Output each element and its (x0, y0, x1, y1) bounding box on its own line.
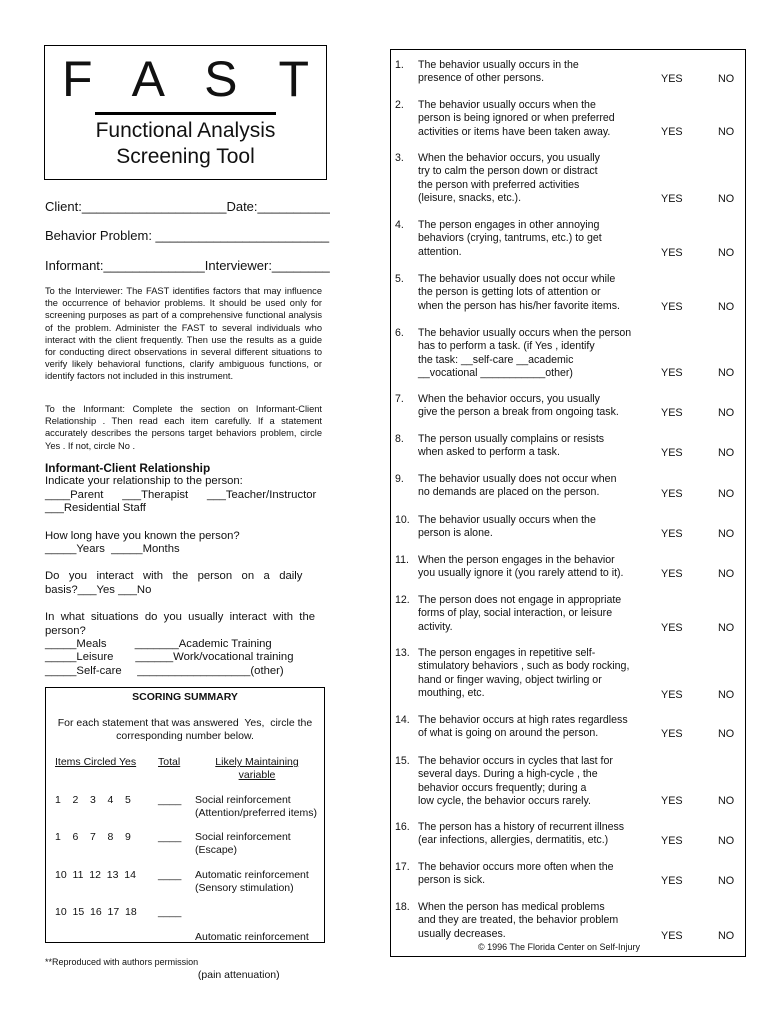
variable-line: (pain attenuation) (195, 968, 280, 981)
answer-no[interactable]: NO (718, 193, 735, 205)
question-number: 17. (395, 861, 410, 873)
relationship-question: Indicate your relationship to the person: (45, 475, 243, 488)
situation-option[interactable]: _____Self-care __________________(other) (45, 664, 284, 677)
question-text: The behavior occurs more often when the person is sick. (418, 861, 614, 887)
question-text: The behavior usually does not occur when no demands are placed on the person. (418, 473, 617, 499)
variable-line: Automatic reinforcement (195, 931, 309, 944)
question-number: 7. (395, 393, 404, 405)
questionnaire-box (390, 49, 746, 957)
scoring-title: SCORING SUMMARY (132, 691, 238, 703)
relationship-options[interactable]: ___Residential Staff (45, 502, 146, 515)
question-text: The behavior usually occurs when the person is alone. (418, 514, 596, 540)
answer-yes[interactable]: YES (661, 528, 683, 540)
copyright: © 1996 The Florida Center on Self-Injury (478, 942, 641, 952)
question-number: 13. (395, 647, 410, 659)
answer-no[interactable]: NO (718, 835, 735, 847)
answer-yes[interactable]: YES (661, 795, 683, 807)
client-date-field[interactable]: Client:____________________Date:__________ (45, 199, 330, 214)
behavior-problem-field[interactable]: Behavior Problem: ________________________ (45, 228, 330, 243)
form-subtitle (45, 118, 326, 170)
variable-line: (Attention/preferred items) (195, 806, 317, 819)
question-number: 1. (395, 59, 404, 71)
answer-no[interactable]: NO (718, 407, 735, 419)
scoring-instruction: For each statement that was answered Yes, circle the (57, 717, 313, 729)
score-total[interactable]: ____ (158, 794, 182, 806)
score-items: 10 15 16 17 18 (55, 906, 137, 918)
answer-no[interactable]: NO (718, 488, 735, 500)
question-text: The person does not engage in appropriate forms of play, social interaction, or leisure activity. (418, 594, 622, 633)
relationship-options[interactable]: ____Parent ___Therapist ___Teacher/Instructor (45, 488, 317, 501)
answer-yes[interactable]: YES (661, 367, 683, 379)
question-text: The behavior usually occurs when the person has to perform a task. (if Yes , identify the task: __self-care __academic __vocational ___________other) (418, 327, 632, 379)
question-number: 12. (395, 594, 410, 606)
answer-no[interactable]: NO (718, 528, 735, 540)
answer-yes[interactable]: YES (661, 622, 683, 634)
informant-interviewer-field[interactable]: Informant:______________Interviewer:________ (45, 258, 330, 273)
question-number: 2. (395, 99, 404, 111)
answer-no[interactable]: NO (718, 367, 735, 379)
form-title: F A S T (61, 51, 324, 107)
answer-no[interactable]: NO (718, 728, 735, 740)
question-number: 8. (395, 433, 404, 445)
question-number: 5. (395, 273, 404, 285)
answer-yes[interactable]: YES (661, 126, 683, 138)
answer-yes[interactable]: YES (661, 301, 683, 313)
score-total[interactable]: ____ (158, 831, 182, 843)
informant-instructions: To the Informant: Complete the section on Informant-Client Relationship . Then read each item carefully. If a statement accurately describes the persons target behaviors problem, circle Yes . If not, circle No . (45, 404, 322, 451)
score-items: 1 6 7 8 9 (55, 831, 131, 843)
answer-no[interactable]: NO (718, 247, 735, 259)
question-text: When the behavior occurs, you usually give the person a break from ongoing task. (418, 393, 619, 419)
question-text: The behavior usually occurs in the presence of other persons. (418, 59, 579, 85)
situation-option[interactable]: _____Leisure ______Work/vocational training (45, 651, 294, 664)
answer-no[interactable]: NO (718, 73, 735, 85)
col-items-header: Items Circled Yes (55, 756, 137, 768)
question-number: 11. (395, 554, 409, 566)
answer-yes[interactable]: YES (661, 407, 683, 419)
answer-no[interactable]: NO (718, 875, 735, 887)
situation-option[interactable]: _____Meals _______Academic Training (45, 638, 272, 651)
answer-yes[interactable]: YES (661, 488, 683, 500)
question-number: 15. (395, 755, 410, 767)
score-total[interactable]: ____ (158, 906, 182, 918)
relationship-heading: Informant-Client Relationship (45, 461, 211, 475)
answer-yes[interactable]: YES (661, 73, 683, 85)
question-number: 16. (395, 821, 410, 833)
score-total[interactable]: ____ (158, 869, 182, 881)
score-items: 1 2 3 4 5 (55, 794, 131, 806)
variable-line: (Sensory stimulation) (195, 881, 294, 894)
answer-no[interactable]: NO (718, 126, 735, 138)
answer-no[interactable]: NO (718, 689, 735, 701)
col-variable-header (202, 756, 312, 781)
score-variable (195, 831, 291, 856)
subtitle-line: Screening Tool (116, 145, 255, 168)
answer-yes[interactable]: YES (661, 568, 683, 580)
score-variable (195, 869, 309, 894)
score-variable (195, 906, 309, 1007)
variable-line: Social reinforcement (195, 831, 291, 843)
answer-no[interactable]: NO (718, 447, 735, 459)
variable-line: Automatic reinforcement (195, 869, 309, 881)
question-number: 10. (395, 514, 410, 526)
col-total-header: Total (158, 756, 181, 768)
question-number: 4. (395, 219, 404, 231)
variable-line: (Escape) (195, 843, 238, 856)
answer-yes[interactable]: YES (661, 728, 683, 740)
answer-yes[interactable]: YES (661, 835, 683, 847)
question-text: The behavior usually occurs when the person is being ignored or when preferred activities or items have been taken away. (418, 99, 615, 138)
score-items: 10 11 12 13 14 (55, 869, 136, 881)
answer-yes[interactable]: YES (661, 689, 683, 701)
question-text: The person has a history of recurrent illness (ear infections, allergies, dermatitis, etc.) (418, 821, 625, 847)
answer-yes[interactable]: YES (661, 447, 683, 459)
question-text: The behavior occurs at high rates regardless of what is going on around the person. (418, 714, 628, 740)
subtitle-line: Functional Analysis (95, 119, 276, 142)
answer-yes[interactable]: YES (661, 930, 683, 942)
answer-no[interactable]: NO (718, 568, 735, 580)
col-variable-line: Likely Maintaining (215, 756, 299, 768)
variable-line: Social reinforcement (195, 794, 291, 806)
answer-yes[interactable]: YES (661, 875, 683, 887)
question-number: 18. (395, 901, 410, 913)
answer-yes[interactable]: YES (661, 193, 683, 205)
title-box (44, 45, 327, 180)
question-text: The behavior occurs in cycles that last for several days. During a high-cycle , the behavior occurs frequently; during a low cycle, the behavior occurs rarely. (418, 755, 613, 807)
scoring-instruction: corresponding number below. (116, 730, 254, 742)
footnote: **Reproduced with authors permission (45, 957, 199, 967)
question-text: When the behavior occurs, you usually try to calm the person down or distract the person with preferred activities (leisure, snacks, etc.). (418, 152, 600, 204)
col-variable-line: variable (238, 768, 276, 781)
question-number: 9. (395, 473, 404, 485)
duration-question: How long have you known the person? (45, 529, 240, 542)
question-text: The person usually complains or resists when asked to perform a task. (418, 433, 605, 459)
title-underline (95, 112, 276, 115)
answer-yes[interactable]: YES (661, 247, 683, 259)
daily-interaction-options[interactable]: basis?___Yes ___No (45, 583, 152, 596)
answer-no[interactable]: NO (718, 301, 735, 313)
daily-interaction-question: Do you interact with the person on a daily (45, 570, 303, 583)
question-text: The behavior usually does not occur while the person is getting lots of attention or when the person has his/her favorite items. (418, 273, 620, 312)
interviewer-instructions: To the Interviewer: The FAST identifies factors that may influence the occurrence of behavior problems. It should be used only for screening purposes as part of a comprehensive functional analysis of the problem. Administer the FAST to several individuals who interact with the client frequently. Then use the results as a guide for conducting direct observations in several different situations to verify likely behavioral functions, clarify ambiguous functions, or identify factors not included in this instrument. (45, 286, 322, 382)
duration-field[interactable]: _____Years _____Months (45, 543, 180, 556)
question-text: The person engages in other annoying behaviors (crying, tantrums, etc.) to get attention. (418, 219, 602, 258)
score-variable (195, 794, 317, 819)
question-text: When the person has medical problems and they are treated, the behavior problem usually decreases. (418, 901, 619, 940)
question-number: 3. (395, 152, 404, 164)
relationship-section (45, 462, 325, 678)
answer-no[interactable]: NO (718, 930, 735, 942)
question-number: 14. (395, 714, 410, 726)
question-number: 6. (395, 327, 404, 339)
question-text: The person engages in repetitive self- stimulatory behaviors , such as body rocking, hand or finger waving, object twirling or mouthing, etc. (418, 647, 630, 699)
answer-no[interactable]: NO (718, 795, 735, 807)
answer-no[interactable]: NO (718, 622, 735, 634)
situations-question: person? (45, 624, 86, 637)
situations-question: In what situations do you usually interact with the (45, 611, 316, 624)
question-text: When the person engages in the behavior you usually ignore it (you rarely attend to it). (418, 554, 624, 580)
